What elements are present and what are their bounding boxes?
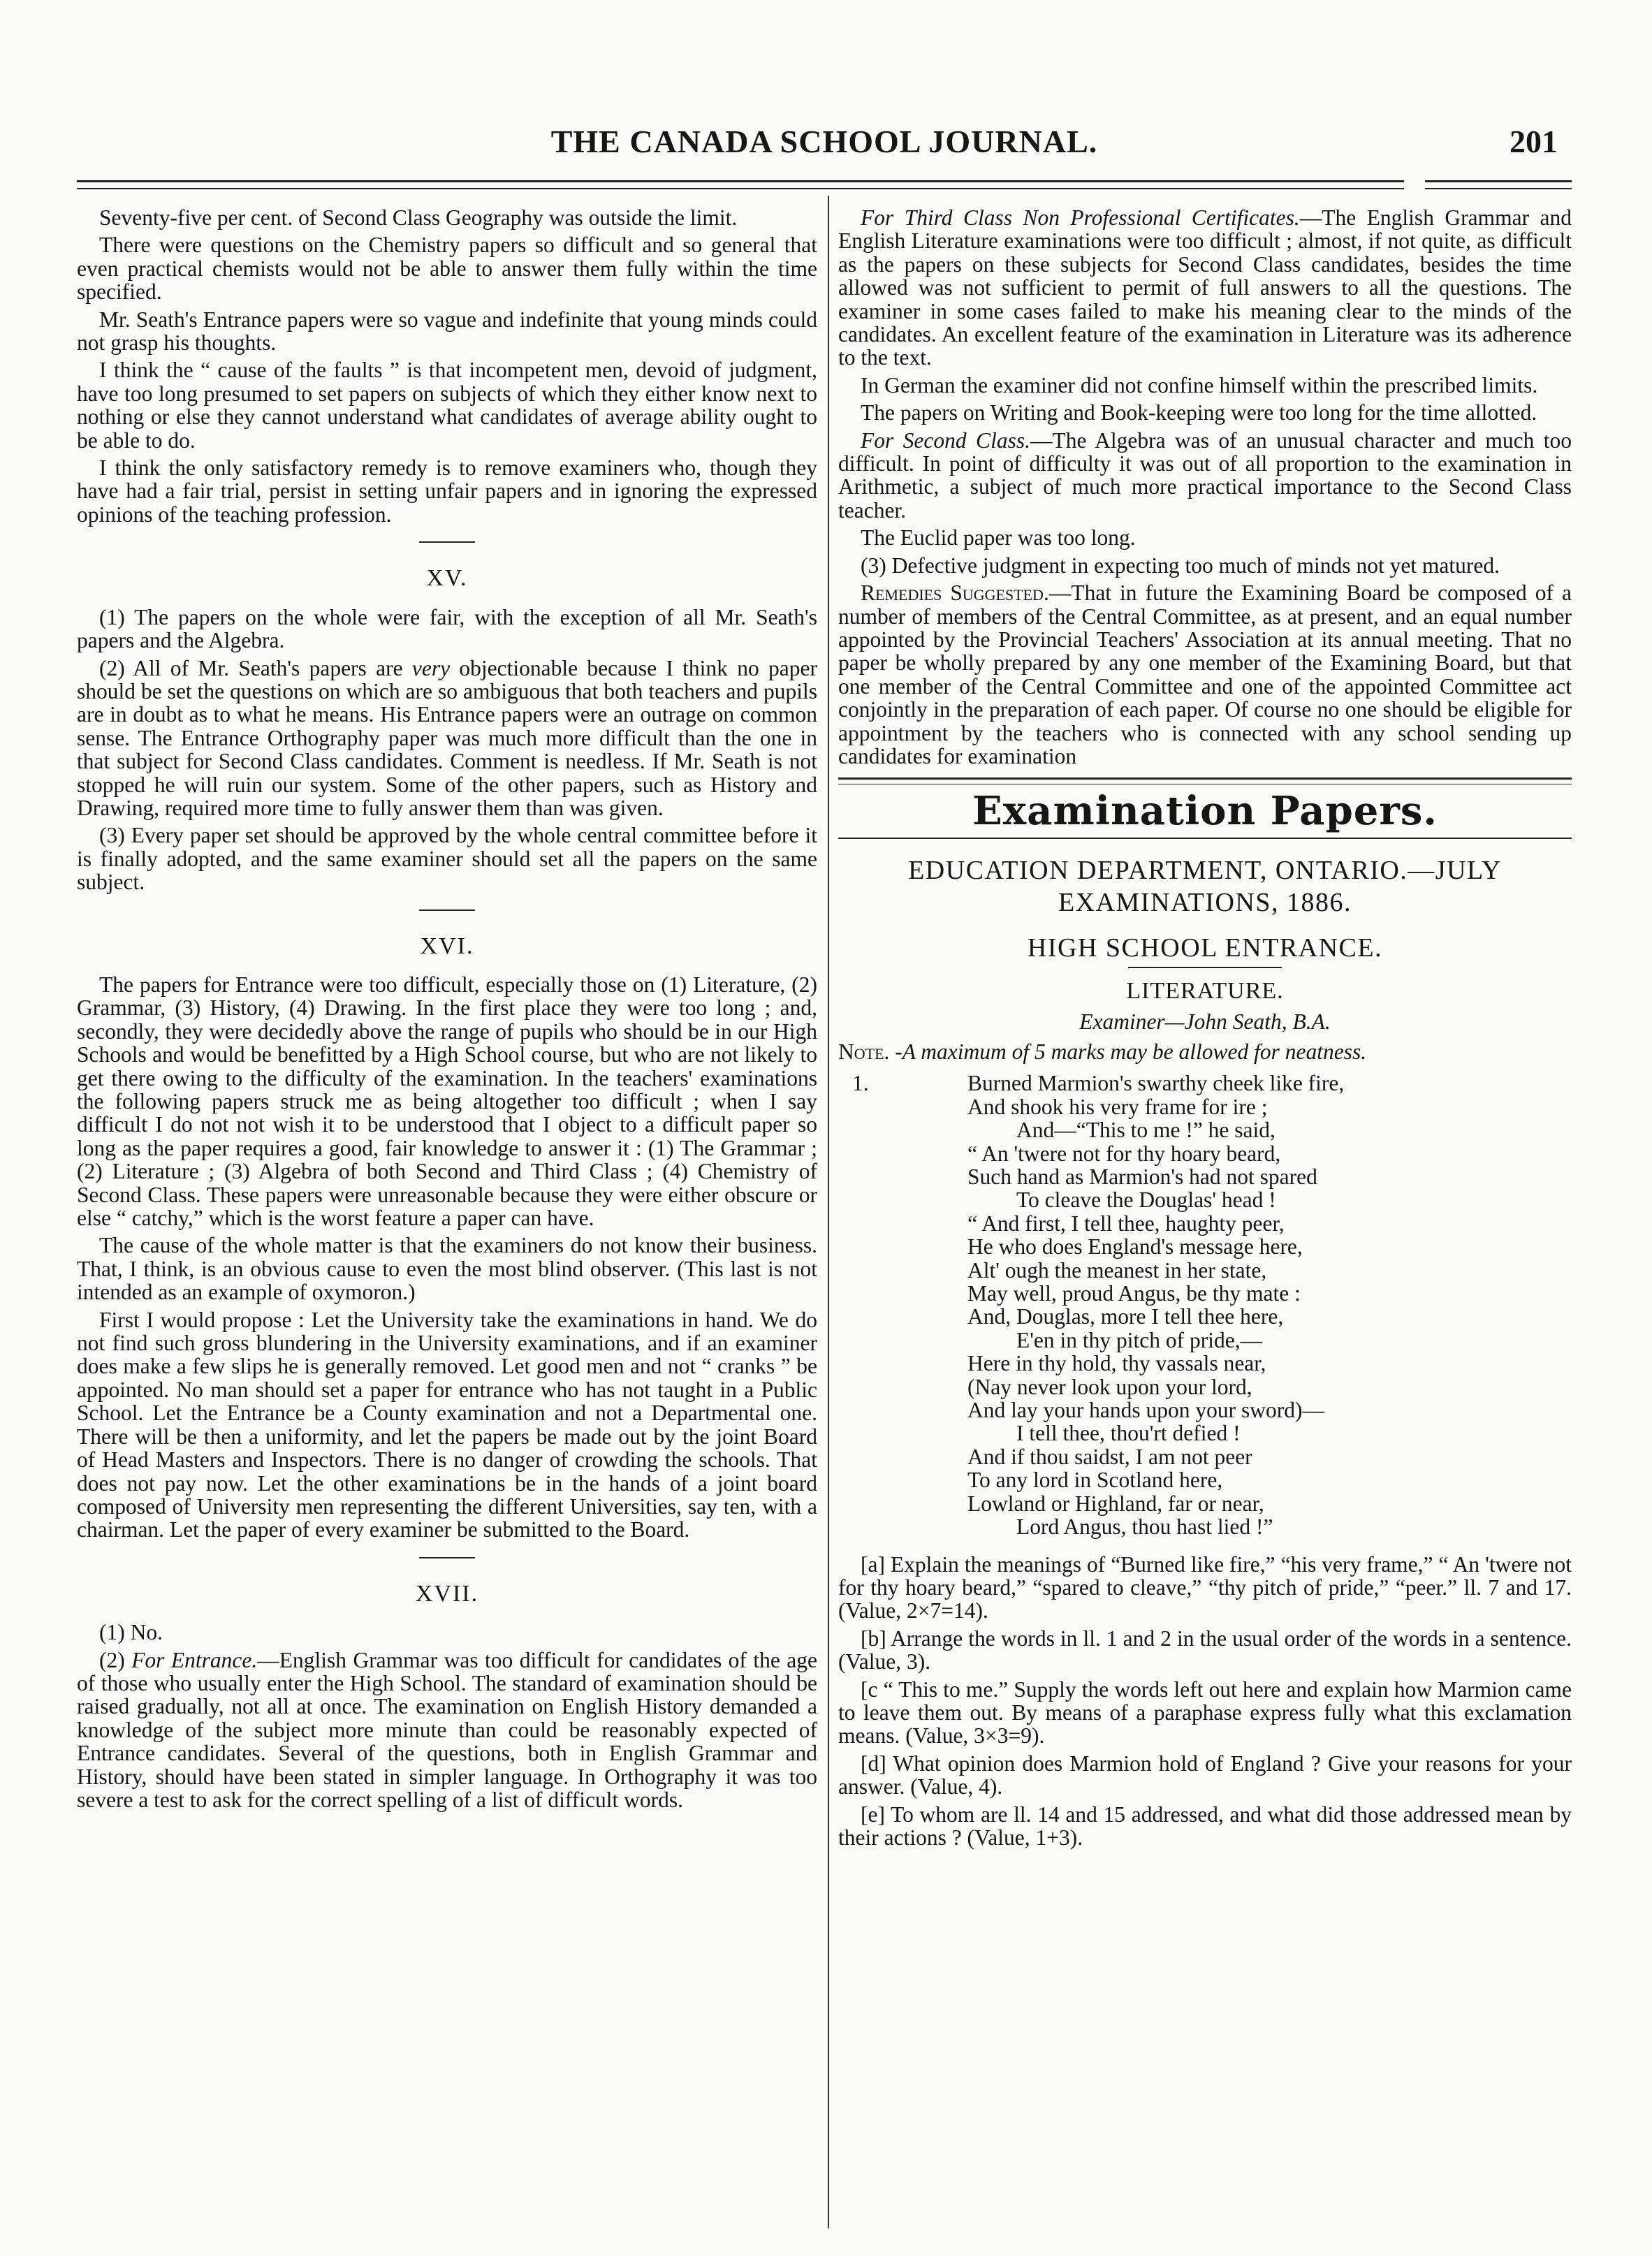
paragraph: In German the examiner did not confine himself within the prescribed limits. bbox=[861, 372, 1538, 397]
title-rule bbox=[838, 838, 1572, 839]
text-run: —The Algebra was of an unusual character and much too difficult. In point of difficulty it was out of all proportion to the examination in Arithmetic, a subject of much more practical importance to the Second Class teacher. bbox=[838, 428, 1572, 523]
section-heading-xv: XV. bbox=[426, 565, 468, 592]
text-run: (2) All of Mr. Seath's papers are bbox=[99, 655, 412, 680]
section-divider bbox=[838, 777, 1572, 784]
poem-line: And—“This to me !” he said, bbox=[1016, 1118, 1275, 1143]
section-rule bbox=[419, 910, 475, 911]
question-d: [d] What opinion does Marmion hold of England ? Give your reasons for your answer. (Value, 4). bbox=[838, 1751, 1572, 1799]
high-school-heading: HIGH SCHOOL ENTRANCE. bbox=[1027, 933, 1383, 963]
note bbox=[838, 1040, 1572, 1063]
heading-rule bbox=[1128, 967, 1282, 968]
text-run: —English Grammar was too difficult for candidates of the age of those who usually enter the High School. The standard of examination should be raised gradually, not all at once. The examination on English History demanded a knowledge of the subject more minute than could be reasonably expected of Entrance candidates. Several of the questions, both in English Grammar and History, should have been stated in simpler language. In Orthography it was too severe a test to ask for the correct spelling of a list of difficult words. bbox=[77, 1647, 817, 1812]
paragraph: The cause of the whole matter is that the examiners do not know their business. That, I think, is an obvious cause to even the most blind observer. (This last is not intended as an example of oxymoron.) bbox=[77, 1233, 817, 1305]
paragraph bbox=[838, 429, 1572, 523]
paragraph bbox=[77, 657, 817, 820]
poem-line: Burned Marmion's swarthy cheek like fire, bbox=[967, 1071, 1345, 1096]
poem-block bbox=[838, 1072, 1572, 1538]
department-heading-line: EDUCATION DEPARTMENT, ONTARIO.—JULY bbox=[908, 855, 1502, 885]
poem-line: Alt' ough the meanest in her state, bbox=[967, 1257, 1267, 1283]
paragraph bbox=[838, 581, 1572, 768]
question-e: [e] To whom are ll. 14 and 15 addressed, and what did those addressed mean by their actions ? (Value, 1+3). bbox=[838, 1802, 1572, 1850]
department-heading bbox=[838, 854, 1572, 919]
paragraph bbox=[77, 1649, 817, 1812]
paragraph: First I would propose : Let the University take the examinations in hand. We do not find such gross blundering in the University examinations, and if an examiner does make a few slips he is generally removed. Let good men and not “ cranks ” be appointed. No man should set a paper for entrance who has not taught in a Public School. Let the Entrance be a County examination and not a Departmental one. There will be then a uniformity, and let the papers be made out by the joint Board of Head Masters and Inspectors. There is no danger of crowding the schools. That does not pay now. Let the other examinations be in the hands of a joint board composed of University men representing the different Universities, say ten, with a chairman. Let the paper of every examiner be submitted to the Board. bbox=[77, 1307, 817, 1542]
paragraph: The papers on Writing and Book-keeping were too long for the time allotted. bbox=[861, 400, 1537, 425]
section-title: Examination Papers. bbox=[972, 788, 1438, 835]
poem-line: “ An 'twere not for thy hoary beard, bbox=[967, 1141, 1281, 1166]
paragraph: Seventy-five per cent. of Second Class Geography was outside the limit. bbox=[99, 205, 738, 230]
question-b: [b] Arrange the words in ll. 1 and 2 in the usual order of the words in a sentence. (Value, 3). bbox=[838, 1626, 1572, 1674]
section-heading-xvii: XVII. bbox=[415, 1580, 479, 1607]
poem-line: (Nay never look upon your lord, bbox=[967, 1374, 1252, 1399]
poem-line: And shook his very frame for ire ; bbox=[967, 1094, 1268, 1119]
header-rule-right bbox=[1425, 180, 1572, 189]
paragraph: (3) Every paper set should be approved by the whole central committee before it is finally adopted, and the same examiner should set all the papers on the same subject. bbox=[77, 823, 817, 895]
emphasis: For Third Class Non Professional Certificates. bbox=[861, 205, 1300, 230]
text-run: objectionable because I think no paper should be set the questions on which are so ambiguous that both teachers and pupils are in doubt as to what he means. His Entrance papers were an outrage on common sense. The Entrance Orthography paper was much more difficult than the one in that subject for Second Class candidates. Comment is needless. If Mr. Seath is not stopped he will ruin our system. Some of the other papers, such as History and Drawing, required more time to fully answer them than was given. bbox=[77, 655, 817, 820]
poem-line: And, Douglas, more I tell thee here, bbox=[967, 1304, 1284, 1329]
emphasis: very bbox=[411, 655, 451, 680]
section-heading-xvi: XVI. bbox=[420, 933, 474, 959]
paragraph: The Euclid paper was too long. bbox=[861, 525, 1136, 550]
paragraph: (1) The papers on the whole were fair, with the exception of all Mr. Seath's papers and the Algebra. bbox=[77, 604, 817, 653]
section-rule bbox=[419, 1557, 475, 1558]
left-column bbox=[77, 206, 817, 1816]
question-a: [a] Explain the meanings of “Burned like fire,” “his very frame,” “ An 'twere not for thy hoary beard,” “spared to cleave,” “thy pitch of pride,” “peer.” ll. 7 and 17. (Value, 2×7=14). bbox=[838, 1551, 1572, 1623]
poem-line: Lowland or Highland, far or near, bbox=[967, 1491, 1264, 1516]
poem-line: E'en in thy pitch of pride,— bbox=[1016, 1327, 1263, 1352]
emphasis: For Entrance. bbox=[131, 1647, 258, 1672]
column-separator bbox=[828, 196, 829, 2228]
poem-line: To any lord in Scotland here, bbox=[967, 1468, 1223, 1493]
paragraph: I think the only satisfactory remedy is to remove examiners who, though they have had a fair trial, persist in setting unfair papers and in ignoring the expressed opinions of the teaching profession. bbox=[77, 455, 817, 527]
poem-line: He who does England's message here, bbox=[967, 1234, 1303, 1259]
department-heading-line: EXAMINATIONS, 1886. bbox=[1058, 887, 1352, 917]
poem-lines bbox=[967, 1072, 1572, 1538]
text-run: —The English Grammar and English Literature examinations were too difficult ; almost, if not quite, as difficult as the papers on these subjects for Second Class candidates, besides the time allowed was not sufficient to permit of full answers to all the questions. The examiner in some cases failed to make his meaning clear to the minds of the candidates. An excellent feature of the examination in Literature was its adherence to the text. bbox=[838, 205, 1572, 370]
paragraph: I think the “ cause of the faults ” is that incompetent men, devoid of judgment, have too long presumed to set papers on subjects of which they either know next to nothing or else they cannot understand what candidates of average ability ought to be able to do. bbox=[77, 358, 817, 453]
examiner-line: Examiner—John Seath, B.A. bbox=[1079, 1009, 1331, 1034]
running-title: THE CANADA SCHOOL JOURNAL. bbox=[550, 124, 1098, 159]
poem-line: Such hand as Marmion's had not spared bbox=[967, 1164, 1317, 1189]
note-text: -A maximum of 5 marks may be allowed for neatness. bbox=[889, 1039, 1367, 1064]
paragraph: Mr. Seath's Entrance papers were so vague and indefinite that young minds could not grasp his thoughts. bbox=[77, 307, 817, 356]
poem-line: Lord Angus, thou hast lied !” bbox=[1016, 1514, 1273, 1540]
page-number: 201 bbox=[1510, 124, 1558, 159]
poem-line: To cleave the Douglas' head ! bbox=[1016, 1188, 1276, 1213]
paragraph: (3) Defective judgment in expecting too much of minds not yet matured. bbox=[861, 553, 1500, 578]
poem-line: “ And first, I tell thee, haughty peer, bbox=[967, 1211, 1285, 1236]
paragraph bbox=[838, 206, 1572, 370]
note-label: Note. bbox=[838, 1039, 890, 1064]
literature-heading: LITERATURE. bbox=[1126, 978, 1284, 1005]
section-rule bbox=[419, 541, 475, 543]
poem-line: And if thou saidst, I am not peer bbox=[967, 1444, 1252, 1469]
text-run: (2) bbox=[99, 1647, 132, 1672]
poem-line: May well, proud Angus, be thy mate : bbox=[967, 1281, 1301, 1306]
paragraph: The papers for Entrance were too difficult, especially those on (1) Literature, (2) Grammar, (3) History, (4) Drawing. In the first place they were too long ; and, secondly, they were decidedly above the range of pupils who should be in our High Schools and would be benefitted by a High School course, but who are not likely to get there owing to the difficulty of the examination. In the teachers' examinations the following papers struck me as being altogether too difficult ; when I say difficult I do not not wish it to be understood that I object to a difficult paper so long as the paper requires a good, fair knowledge to answer it : (1) The Grammar ; (2) Literature ; (3) Algebra of both Second and Third Class ; (4) Chemistry of Second Class. These papers were unreasonable because they were either obscure or else “ catchy,” which is the worst feature a paper can have. bbox=[77, 972, 817, 1231]
emphasis: For Second Class. bbox=[861, 428, 1030, 453]
paragraph: (1) No. bbox=[99, 1620, 163, 1645]
question-c: [c “ This to me.” Supply the words left out here and explain how Marmion came to leave them out. By means of a paraphase express fully what this exclamation means. (Value, 3×3=9). bbox=[838, 1677, 1572, 1748]
poem-line: And lay your hands upon your sword)— bbox=[967, 1398, 1324, 1423]
small-caps-run: Remedies Suggested. bbox=[861, 580, 1049, 606]
text-run: —That in future the Examining Board be composed of a number of members of the Central Committee, as at present, and an equal number appointed by the Provincial Teachers' Association at its annual meeting. That no paper be wholly prepared by any one member of the Examining Board, but that one member of the Central Committee and one of the appointed Committee act conjointly in the preparation of each paper. Of course no one should be eligible for appointment by the teachers who is connected with any school sending up candidates for examination bbox=[838, 580, 1572, 768]
poem-line: Here in thy hold, thy vassals near, bbox=[967, 1351, 1266, 1376]
question-number: 1. bbox=[852, 1071, 869, 1096]
right-column bbox=[838, 206, 1572, 1853]
header-rule bbox=[77, 180, 1404, 189]
page-header bbox=[77, 119, 1572, 168]
paragraph: There were questions on the Chemistry papers so difficult and so general that even practical chemists would not be able to answer them fully within the time specified. bbox=[77, 233, 817, 305]
poem-line: I tell thee, thou'rt defied ! bbox=[1016, 1421, 1241, 1446]
